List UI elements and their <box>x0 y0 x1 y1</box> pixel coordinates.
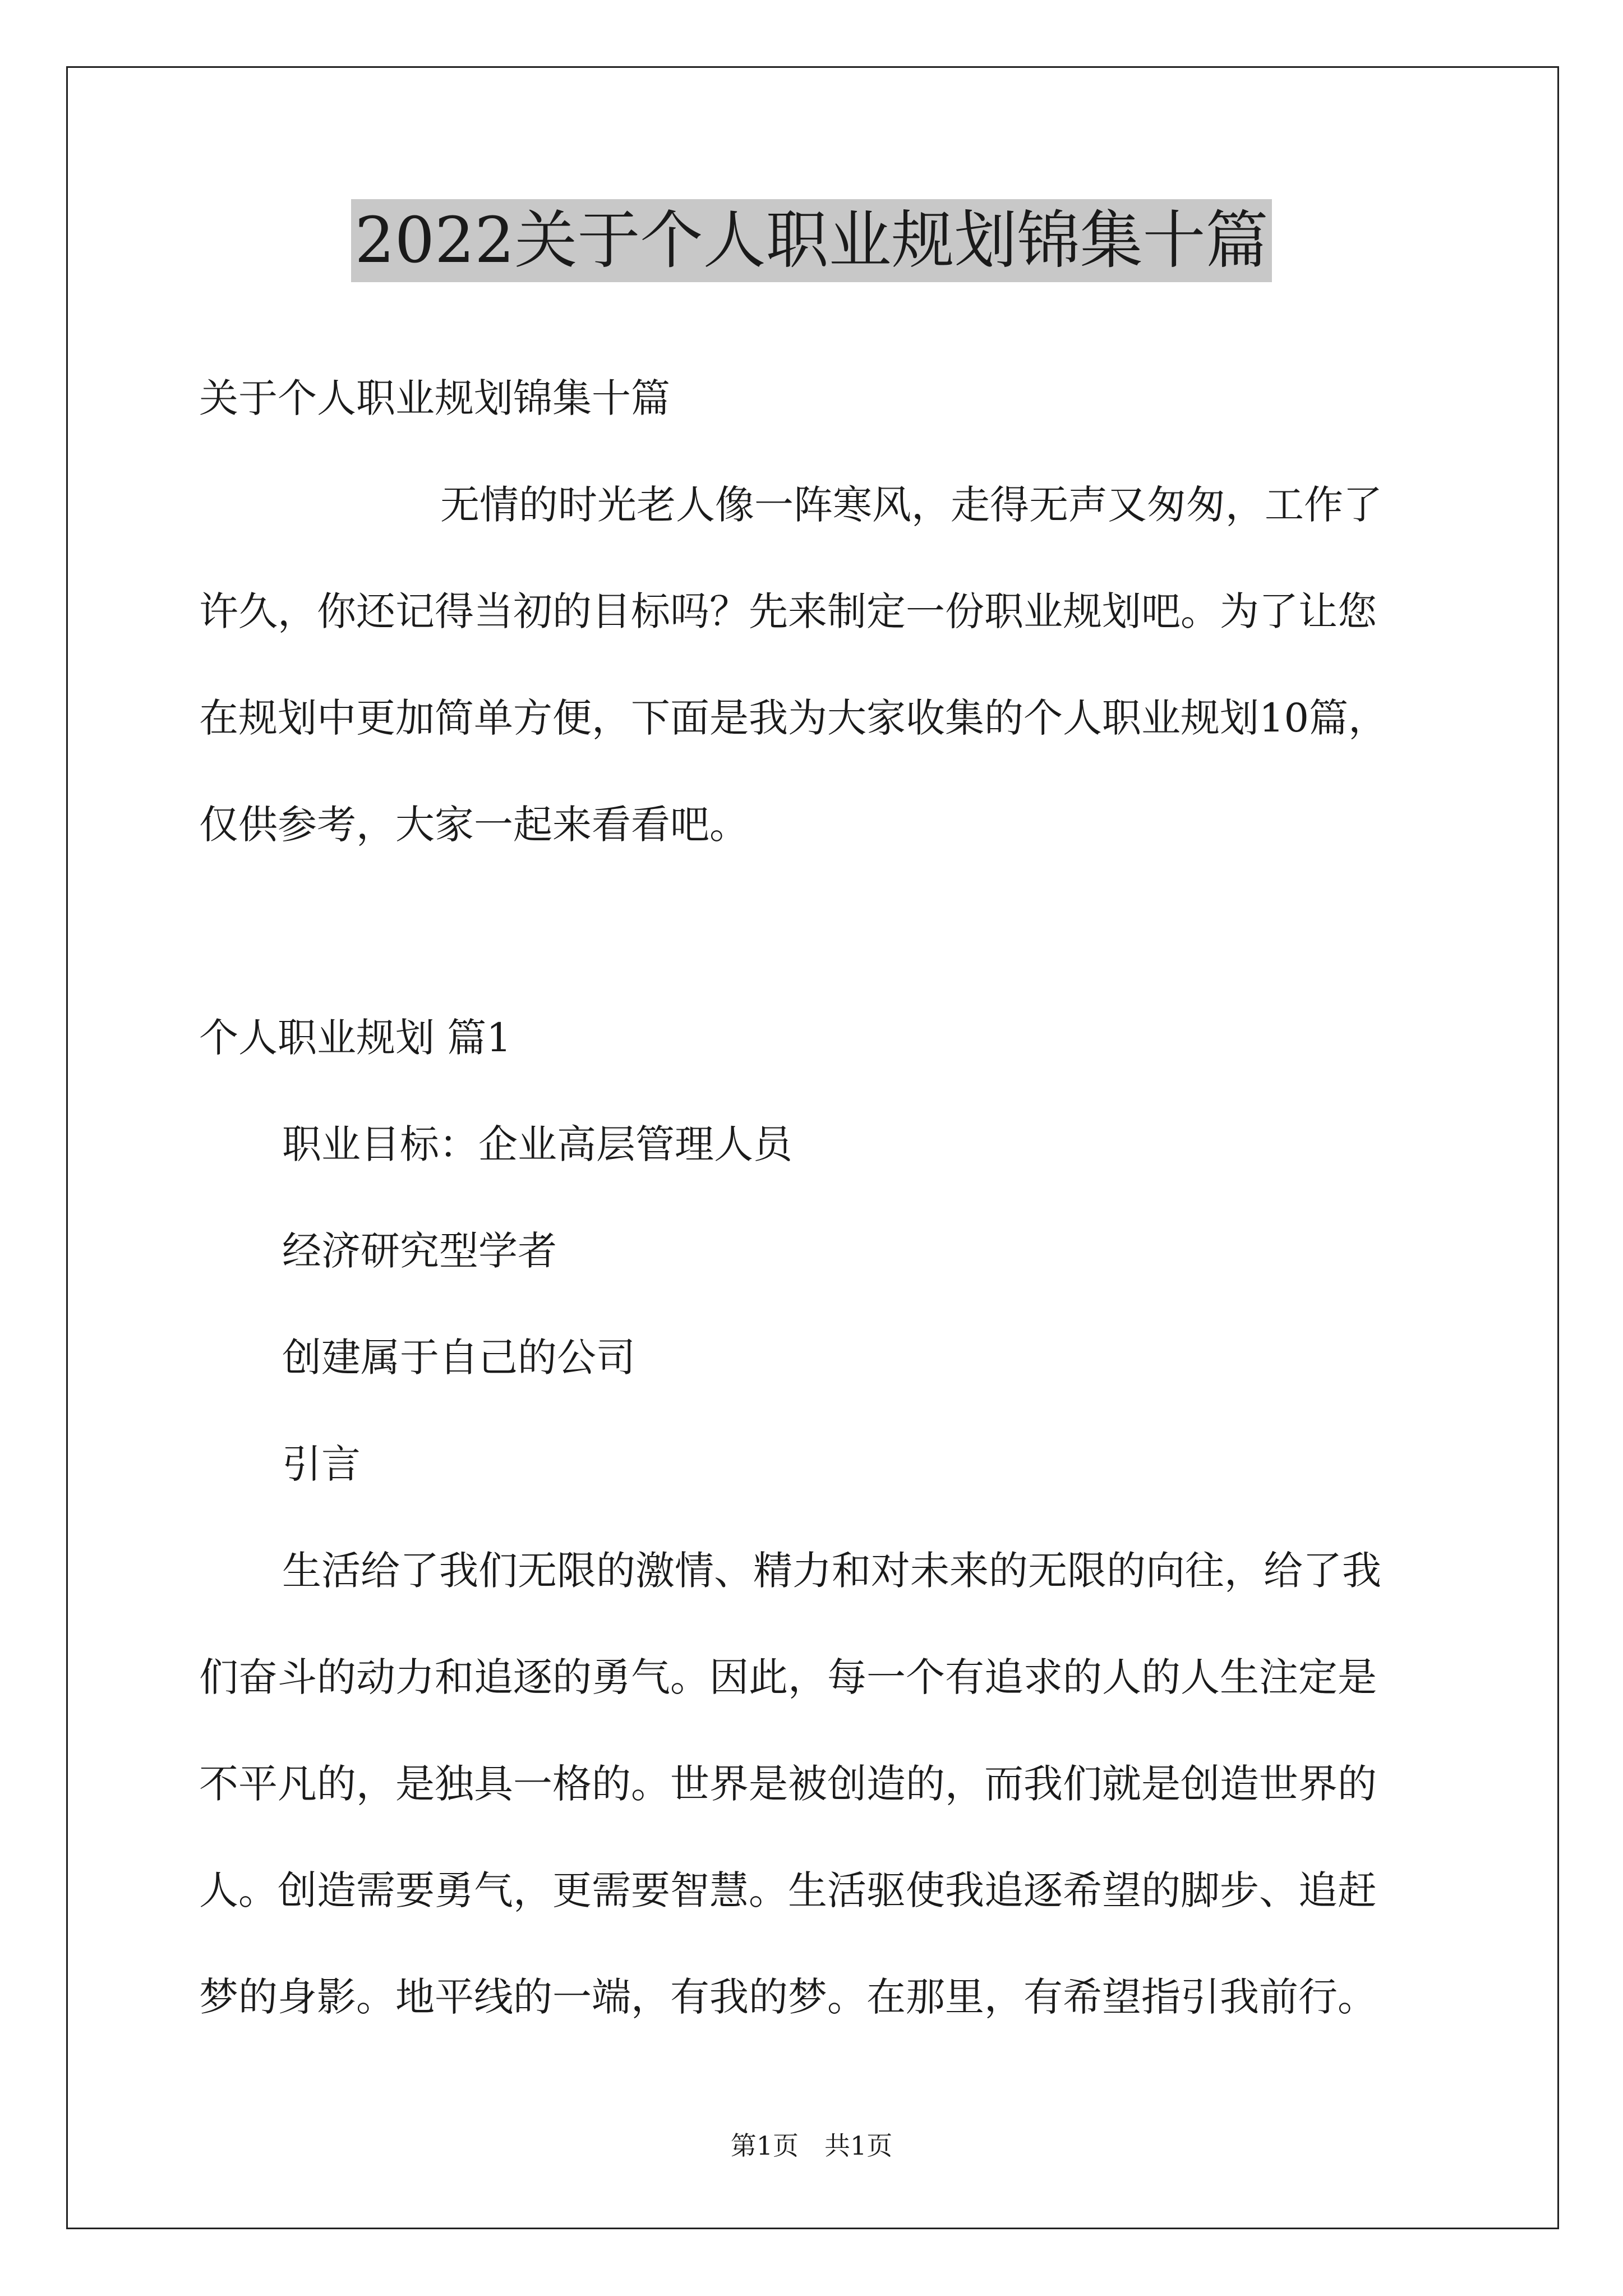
body-line: 生活给了我们无限的激情、精力和对未来的无限的向往，给了我 <box>282 1548 1381 1594</box>
page-footer: 第1页 共1页 <box>730 2131 893 2161</box>
intro-line: 无情的时光老人像一阵寒风，走得无声又匆匆，工作了 <box>440 482 1382 528</box>
intro-line: 许久，你还记得当初的目标吗？先来制定一份职业规划吧。为了让您 <box>199 588 1377 634</box>
goal-line: 引言 <box>282 1441 361 1487</box>
intro-line: 在规划中更加简单方便，下面是我为大家收集的个人职业规划10篇， <box>199 695 1388 741</box>
document-title: 2022关于个人职业规划锦集十篇 <box>351 199 1271 282</box>
goal-line: 职业目标：企业高层管理人员 <box>282 1121 792 1167</box>
document-body <box>199 345 1472 2050</box>
intro-line: 仅供参考，大家一起来看看吧。 <box>199 802 749 848</box>
body-line: 们奋斗的动力和追逐的勇气。因此，每一个有追求的人的人生注定是 <box>199 1654 1377 1700</box>
goal-line: 创建属于自己的公司 <box>282 1335 635 1381</box>
body-line: 人。创造需要勇气，更需要智慧。生活驱使我追逐希望的脚步、追赶 <box>199 1867 1377 1913</box>
section-heading: 个人职业规划 篇1 <box>199 1015 511 1061</box>
blank-line <box>199 878 1472 984</box>
subtitle: 关于个人职业规划锦集十篇 <box>199 375 670 421</box>
goal-line: 经济研究型学者 <box>282 1228 557 1274</box>
body-line: 不平凡的，是独具一格的。世界是被创造的，而我们就是创造世界的 <box>199 1761 1377 1807</box>
title-container <box>0 199 1623 282</box>
body-line: 梦的身影。地平线的一端，有我的梦。在那里，有希望指引我前行。 <box>199 1974 1377 2020</box>
